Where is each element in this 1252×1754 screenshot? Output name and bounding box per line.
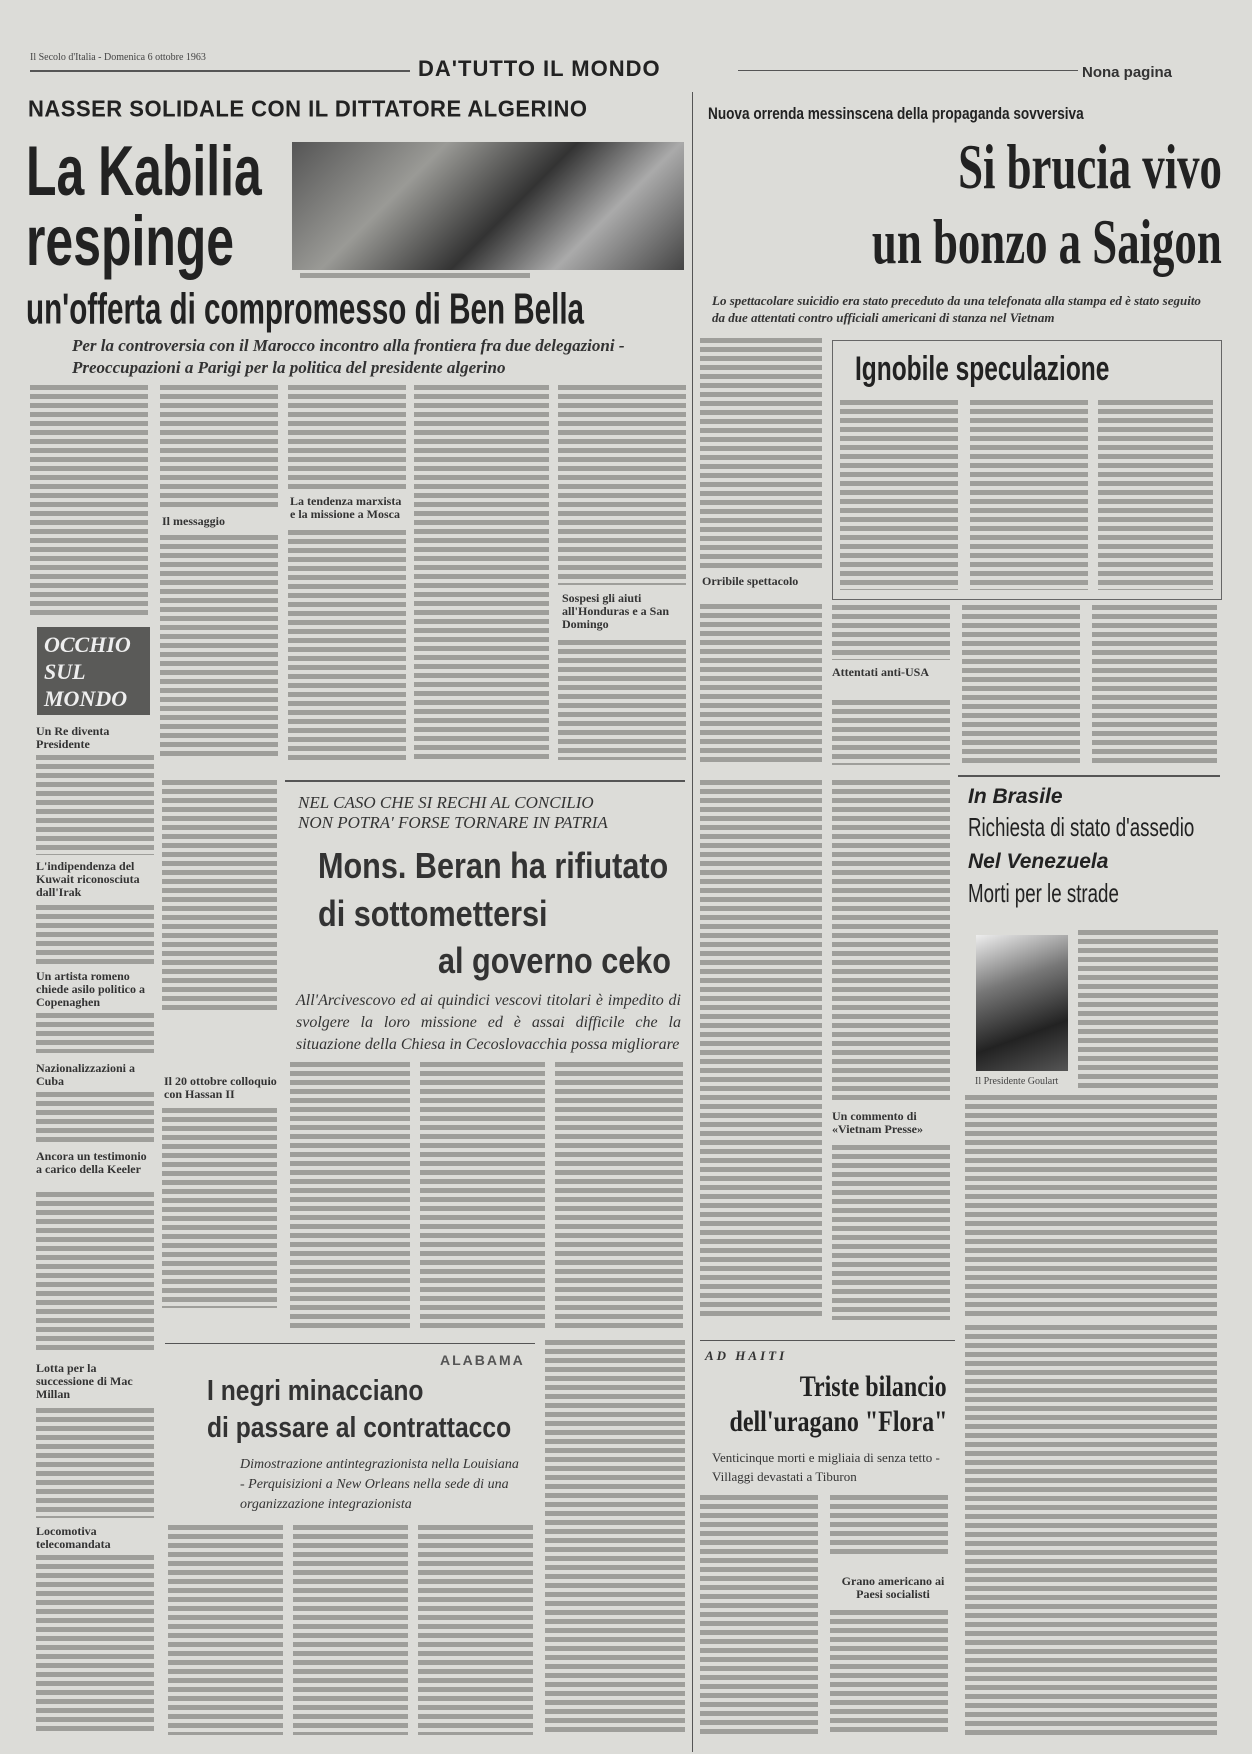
- section-title: DA'TUTTO IL MONDO: [418, 56, 661, 81]
- saigon-kicker: Nuova orrenda messinscena della propaganda sovversiva: [708, 104, 1084, 123]
- ignobile-col3: [1098, 400, 1213, 590]
- brief-body: [36, 905, 154, 965]
- header-rule-right: [738, 70, 1078, 71]
- brief-title: Lotta per la successione di Mac Millan: [36, 1361, 133, 1401]
- photo-caption: [300, 273, 530, 278]
- beran-headline-3: al governo ceko: [438, 940, 671, 981]
- occhio-title-3: MONDO: [44, 686, 128, 711]
- algeria-body-col5: [558, 385, 686, 585]
- algeria-headline-1: La Kabilia: [26, 131, 262, 211]
- algeria-subhead-2: La tendenza marxista e la missione a Mosca: [290, 494, 402, 521]
- ignobile-col1: [840, 400, 958, 590]
- beran-body-col2: [420, 1062, 545, 1332]
- alabama-body-col3: [418, 1525, 533, 1735]
- header-rule-left: [30, 70, 410, 72]
- goulart-caption: Il Presidente Goulart: [975, 1076, 1059, 1087]
- alabama-headline-1: I negri minacciano: [207, 1375, 424, 1407]
- algeria-headline-3: un'offerta di compromesso di Ben Bella: [26, 285, 585, 334]
- algeria-continuation: [162, 780, 277, 1010]
- haiti-subhead: Grano americano ai Paesi socialisti: [841, 1574, 945, 1601]
- algeria-photo: [292, 142, 684, 270]
- brief-body: [36, 1192, 154, 1352]
- brasile-body-narrow: [1078, 930, 1218, 1090]
- haiti-body-col1: [700, 1495, 818, 1735]
- alabama-body-col1: [168, 1525, 283, 1735]
- brief-title: Nazionalizzazioni a Cuba: [36, 1061, 135, 1088]
- algeria-body-col4: [414, 385, 549, 760]
- brief-body: [36, 755, 154, 855]
- haiti-top-rule: [700, 1340, 955, 1341]
- saigon-subhead-3: Attentati anti-USA: [832, 665, 929, 679]
- brief-body: [36, 1013, 154, 1053]
- brief-title: Un artista romeno chiede asilo politico a Copenaghen: [36, 969, 145, 1009]
- brasile-headline-2: Morti per le strade: [968, 878, 1119, 908]
- brief-body: [36, 1408, 154, 1518]
- column-text: [545, 1340, 685, 1735]
- saigon-headline-1: Si brucia vivo: [958, 131, 1222, 202]
- saigon-body-col3: [962, 605, 1080, 765]
- brief-title: L'indipendenza del Kuwait riconosciuta dall'Irak: [36, 859, 140, 899]
- brasile-continuation: [965, 1325, 1217, 1735]
- dateline: Il Secolo d'Italia - Domenica 6 ottobre 1963: [30, 52, 206, 63]
- brief-body: [36, 1555, 154, 1735]
- brief-body: [36, 1092, 154, 1142]
- beran-headline-1: Mons. Beran ha rifiutato: [318, 845, 669, 886]
- alabama-body-col2: [293, 1525, 408, 1735]
- haiti-deck: Venticinque morti e migliaia di senza tetto - Villaggi devastati a Tiburon: [712, 1450, 940, 1484]
- algeria-body-col2b: [160, 535, 278, 760]
- beran-kicker-2: NON POTRA' FORSE TORNARE IN PATRIA: [298, 813, 608, 832]
- brief-title: Locomotiva telecomandata: [36, 1524, 111, 1551]
- algeria-continuation-b: [162, 1108, 277, 1308]
- algeria-deck: Per la controversia con il Marocco incontro alla frontiera fra due delegazioni - Preoccupazioni a Parigi per la politica del presidente algerino: [72, 336, 625, 377]
- ignobile-title: Ignobile speculazione: [855, 350, 1110, 388]
- brasile-body: [965, 1095, 1217, 1320]
- column-text: [700, 780, 822, 1320]
- alabama-deck: Dimostrazione antintegrazionista nella Louisiana - Perquisizioni a New Orleans nella sede di una organizzazione integrazionista: [240, 1457, 519, 1512]
- saigon-body-col2b: [832, 700, 950, 765]
- alabama-kicker: ALABAMA: [440, 1352, 525, 1368]
- alabama-headline-2: di passare al contrattacco: [207, 1412, 512, 1444]
- haiti-body-col2b: [830, 1610, 948, 1735]
- brasile-kicker-2: Nel Venezuela: [968, 850, 1109, 873]
- beran-deck: All'Arcivescovo ed ai quindici vescovi titolari è impedito di svolgere la loro missione ed è assai difficile che la situazione della Chiesa in Cecoslovacchia possa migliorare: [296, 992, 681, 1053]
- algeria-body-col2: [160, 385, 278, 510]
- saigon-subhead-1: Orribile spettacolo: [702, 574, 799, 588]
- beran-subhead: Il 20 ottobre colloquio con Hassan II: [164, 1074, 277, 1101]
- column-divider: [692, 92, 693, 1752]
- algeria-body-col5b: [558, 640, 686, 760]
- ignobile-col2: [970, 400, 1088, 590]
- saigon-body-col2: [832, 605, 950, 660]
- brasile-kicker-1: In Brasile: [968, 785, 1063, 808]
- haiti-headline-1: Triste bilancio: [800, 1370, 947, 1403]
- column-text: [832, 1145, 950, 1320]
- haiti-kicker: AD HAITI: [705, 1348, 788, 1363]
- column-text: [832, 780, 950, 1100]
- brasile-headline-1: Richiesta di stato d'assedio: [968, 812, 1195, 842]
- algeria-body-col1: [30, 385, 148, 615]
- saigon-body-col1b: [700, 604, 822, 764]
- brief-title: Un Re diventa Presidente: [36, 724, 110, 751]
- saigon-deck: Lo spettacolare suicidio era stato preceduto da una telefonata alla stampa ed è stato seguito da due attentati contro ufficiali americani di stanza nel Vietnam: [712, 293, 1201, 325]
- beran-headline-2: di sottomettersi: [318, 893, 548, 934]
- occhio-title-2: SUL: [44, 659, 86, 684]
- algeria-headline-2: respinge: [26, 201, 235, 281]
- saigon-subhead-4: Un commento di «Vietnam Presse»: [832, 1109, 923, 1136]
- algeria-kicker: NASSER SOLIDALE CON IL DITTATORE ALGERINO: [28, 95, 588, 122]
- algeria-subhead-1: Il messaggio: [162, 514, 225, 528]
- beran-body-col1: [290, 1062, 410, 1332]
- beran-body-col3: [555, 1062, 683, 1332]
- algeria-body-col3: [288, 385, 406, 490]
- saigon-headline-2: un bonzo a Saigon: [872, 206, 1222, 277]
- page-label: Nona pagina: [1082, 64, 1173, 81]
- saigon-body-col1: [700, 338, 822, 568]
- saigon-body-col4: [1092, 605, 1217, 765]
- goulart-photo: [976, 935, 1068, 1071]
- brief-title: Ancora un testimonio a carico della Keeler: [36, 1149, 147, 1176]
- haiti-headline-2: dell'uragano "Flora": [729, 1405, 947, 1438]
- alabama-top-rule: [165, 1343, 535, 1344]
- saigon-subhead-2: Sospesi gli aiuti all'Honduras e a San Domingo: [562, 591, 670, 631]
- haiti-body-col2: [830, 1495, 948, 1555]
- beran-kicker-1: NEL CASO CHE SI RECHI AL CONCILIO: [298, 793, 594, 812]
- algeria-body-col3b: [288, 530, 406, 760]
- beran-top-rule: [285, 780, 685, 782]
- occhio-title-1: OCCHIO: [44, 632, 131, 657]
